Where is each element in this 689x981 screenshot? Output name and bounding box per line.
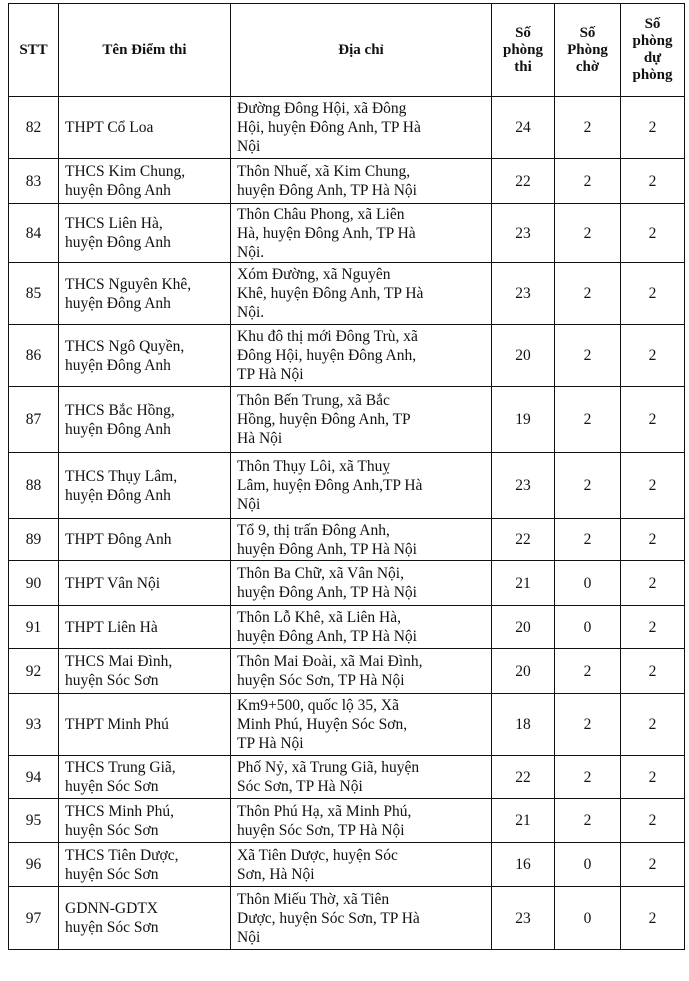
cell-address-line: Minh Phú, Huyện Sóc Sơn, <box>237 716 408 733</box>
cell-address-line: Khê, huyện Đông Anh, TP Hà <box>237 285 424 302</box>
table-row <box>9 561 685 606</box>
cell-waiting-rooms: 2 <box>555 387 621 453</box>
cell-address-line: Xóm Đường, xã Nguyên <box>237 266 391 283</box>
cell-stt: 93 <box>9 694 59 756</box>
cell-waiting-rooms: 2 <box>555 519 621 561</box>
cell-address-line: Sơn, Hà Nội <box>237 865 315 883</box>
cell-venue-name-line: huyện Sóc Sơn <box>65 672 159 689</box>
cell-exam-rooms: 23 <box>492 263 555 325</box>
cell-exam-rooms: 20 <box>492 649 555 694</box>
cell-venue-name <box>59 453 231 519</box>
header-stt: STT <box>9 4 59 97</box>
cell-address <box>231 606 492 649</box>
cell-address-line: Hội, huyện Đông Anh, TP Hà <box>237 119 421 136</box>
cell-venue-name-line: THCS Minh Phú, <box>65 802 174 820</box>
cell-stt: 89 <box>9 519 59 561</box>
table-row <box>9 756 685 799</box>
header-waiting-rooms-line: chờ <box>575 58 600 75</box>
cell-venue-name-line: THCS Tiên Dược, <box>65 846 179 864</box>
cell-exam-rooms: 22 <box>492 519 555 561</box>
exam-venues-table <box>8 3 685 950</box>
cell-venue-name-line: THPT Đông Anh <box>65 531 172 548</box>
cell-address-line: Hồng, huyện Đông Anh, TP <box>237 411 411 428</box>
cell-venue-name <box>59 606 231 649</box>
cell-address <box>231 263 492 325</box>
cell-stt: 90 <box>9 561 59 606</box>
cell-venue-name-line: huyện Đông Anh <box>65 420 171 438</box>
cell-venue-name-line: THCS Mai Đình, <box>65 653 173 670</box>
cell-address-line: huyện Đông Anh, TP Hà Nội <box>237 584 417 601</box>
cell-venue-name <box>59 799 231 843</box>
cell-waiting-rooms: 2 <box>555 694 621 756</box>
cell-stt: 88 <box>9 453 59 519</box>
cell-address <box>231 159 492 204</box>
cell-address-line: Đường Đông Hội, xã Đông <box>237 100 407 117</box>
cell-waiting-rooms: 2 <box>555 97 621 159</box>
cell-address-line: Thôn Mai Đoài, xã Mai Đình, <box>237 653 423 670</box>
cell-address-line: huyện Sóc Sơn, TP Hà Nội <box>237 821 405 839</box>
cell-address-line: Tổ 9, thị trấn Đông Anh, <box>237 521 390 539</box>
cell-venue-name-line: huyện Sóc Sơn <box>65 865 159 883</box>
header-waiting-rooms <box>555 4 621 97</box>
header-spare-rooms-line: phòng <box>632 67 673 83</box>
table-row <box>9 694 685 756</box>
cell-waiting-rooms: 2 <box>555 204 621 263</box>
cell-exam-rooms: 21 <box>492 799 555 843</box>
cell-venue-name-line: THCS Bắc Hồng, <box>65 401 175 419</box>
cell-spare-rooms: 2 <box>621 97 685 159</box>
cell-exam-rooms: 23 <box>492 453 555 519</box>
cell-venue-name-line: THCS Nguyên Khê, <box>65 275 192 293</box>
cell-venue-name-line: THPT Minh Phú <box>65 716 169 733</box>
cell-venue-name <box>59 649 231 694</box>
table-row <box>9 387 685 453</box>
cell-address-line: Thôn Châu Phong, xã Liên <box>237 205 405 223</box>
cell-address-line: Lâm, huyện Đông Anh,TP Hà <box>237 477 423 494</box>
cell-address-line: Hà, huyện Đông Anh, TP Hà <box>237 224 416 242</box>
cell-spare-rooms: 2 <box>621 887 685 950</box>
cell-spare-rooms: 2 <box>621 561 685 606</box>
cell-address-line: Khu đô thị mới Đông Trù, xã <box>237 328 418 345</box>
cell-stt: 95 <box>9 799 59 843</box>
cell-address-line: Thôn Bến Trung, xã Bắc <box>237 392 390 409</box>
cell-address-line: TP Hà Nội <box>237 735 304 752</box>
cell-venue-name-line: huyện Sóc Sơn <box>65 821 159 839</box>
cell-stt: 83 <box>9 159 59 204</box>
cell-spare-rooms: 2 <box>621 325 685 387</box>
cell-address <box>231 694 492 756</box>
cell-waiting-rooms: 2 <box>555 453 621 519</box>
cell-address <box>231 519 492 561</box>
cell-address-line: Xã Tiên Dược, huyện Sóc <box>237 846 398 864</box>
cell-spare-rooms: 2 <box>621 387 685 453</box>
cell-venue-name-line: huyện Sóc Sơn <box>65 919 159 936</box>
header-waiting-rooms-line: Phòng <box>567 41 608 58</box>
table-row <box>9 159 685 204</box>
cell-waiting-rooms: 2 <box>555 756 621 799</box>
table-row <box>9 887 685 950</box>
cell-address-line: Đông Hội, huyện Đông Anh, <box>237 347 417 364</box>
cell-address-line: Dược, huyện Sóc Sơn, TP Hà <box>237 909 420 927</box>
cell-venue-name-line: huyện Đông Anh <box>65 234 171 251</box>
header-spare-rooms-line: Số <box>644 16 661 32</box>
table-body <box>9 97 685 950</box>
cell-spare-rooms: 2 <box>621 263 685 325</box>
cell-stt: 82 <box>9 97 59 159</box>
cell-stt: 96 <box>9 843 59 887</box>
cell-exam-rooms: 19 <box>492 387 555 453</box>
header-spare-rooms-line: dự <box>643 50 662 66</box>
cell-address-line: huyện Sóc Sơn, TP Hà Nội <box>237 672 405 689</box>
cell-address <box>231 204 492 263</box>
cell-venue-name-line: THCS Trung Giã, <box>65 759 176 776</box>
cell-venue-name-line: THCS Liên Hà, <box>65 215 163 232</box>
cell-venue-name <box>59 204 231 263</box>
header-spare-rooms-line: phòng <box>632 33 673 49</box>
cell-waiting-rooms: 0 <box>555 843 621 887</box>
header-exam-rooms <box>492 4 555 97</box>
cell-venue-name-line: huyện Đông Anh <box>65 486 171 504</box>
table-row <box>9 453 685 519</box>
cell-exam-rooms: 24 <box>492 97 555 159</box>
header-venue-name: Tên Điểm thi <box>59 4 231 97</box>
cell-address <box>231 887 492 950</box>
cell-spare-rooms: 2 <box>621 756 685 799</box>
cell-spare-rooms: 2 <box>621 519 685 561</box>
cell-exam-rooms: 18 <box>492 694 555 756</box>
cell-venue-name <box>59 263 231 325</box>
table-row <box>9 843 685 887</box>
cell-venue-name-line: THCS Thụy Lâm, <box>65 467 178 485</box>
cell-venue-name <box>59 887 231 950</box>
cell-spare-rooms: 2 <box>621 694 685 756</box>
cell-venue-name-line: THCS Ngô Quyền, <box>65 337 185 355</box>
cell-spare-rooms: 2 <box>621 159 685 204</box>
cell-waiting-rooms: 0 <box>555 561 621 606</box>
cell-address-line: Thôn Thụy Lôi, xã Thuỵ <box>237 458 391 475</box>
cell-stt: 92 <box>9 649 59 694</box>
cell-venue-name <box>59 97 231 159</box>
cell-stt: 94 <box>9 756 59 799</box>
cell-venue-name-line: huyện Đông Anh <box>65 182 171 199</box>
cell-address-line: Thôn Ba Chữ, xã Vân Nội, <box>237 565 404 582</box>
header-spare-rooms <box>621 4 685 97</box>
header-exam-rooms-line: phòng <box>502 41 544 58</box>
cell-address <box>231 649 492 694</box>
cell-venue-name <box>59 843 231 887</box>
cell-venue-name <box>59 159 231 204</box>
cell-venue-name-line: huyện Đông Anh <box>65 294 171 312</box>
cell-address-line: Nội <box>237 928 261 946</box>
cell-waiting-rooms: 0 <box>555 887 621 950</box>
cell-waiting-rooms: 2 <box>555 159 621 204</box>
table-row <box>9 649 685 694</box>
cell-stt: 84 <box>9 204 59 263</box>
cell-venue-name-line: THPT Cổ Loa <box>65 119 154 136</box>
cell-venue-name-line: huyện Sóc Sơn <box>65 778 159 795</box>
cell-address-line: TP Hà Nội <box>237 366 304 383</box>
cell-waiting-rooms: 2 <box>555 649 621 694</box>
cell-spare-rooms: 2 <box>621 606 685 649</box>
cell-address <box>231 756 492 799</box>
cell-exam-rooms: 20 <box>492 325 555 387</box>
cell-venue-name <box>59 325 231 387</box>
cell-stt: 97 <box>9 887 59 950</box>
cell-address-line: Thôn Lỗ Khê, xã Liên Hà, <box>237 609 401 626</box>
cell-address-line: Phố Nỷ, xã Trung Giã, huyện <box>237 759 420 776</box>
cell-spare-rooms: 2 <box>621 204 685 263</box>
cell-spare-rooms: 2 <box>621 799 685 843</box>
table-row <box>9 204 685 263</box>
cell-address <box>231 561 492 606</box>
cell-address <box>231 843 492 887</box>
cell-address-line: huyện Đông Anh, TP Hà Nội <box>237 540 417 558</box>
cell-stt: 91 <box>9 606 59 649</box>
cell-address-line: Thôn Miếu Thờ, xã Tiên <box>237 890 390 908</box>
cell-stt: 86 <box>9 325 59 387</box>
cell-address-line: huyện Đông Anh, TP Hà Nội <box>237 182 417 199</box>
header-waiting-rooms-line: Số <box>579 24 596 41</box>
cell-waiting-rooms: 2 <box>555 799 621 843</box>
table-row <box>9 799 685 843</box>
cell-waiting-rooms: 0 <box>555 606 621 649</box>
cell-address-line: Nội. <box>237 304 265 321</box>
cell-spare-rooms: 2 <box>621 843 685 887</box>
cell-venue-name <box>59 694 231 756</box>
cell-venue-name-line: huyện Đông Anh <box>65 356 171 374</box>
header-exam-rooms-line: thi <box>514 58 532 75</box>
cell-exam-rooms: 21 <box>492 561 555 606</box>
cell-address-line: huyện Đông Anh, TP Hà Nội <box>237 628 417 645</box>
cell-spare-rooms: 2 <box>621 453 685 519</box>
cell-address-line: Thôn Phú Hạ, xã Minh Phú, <box>237 802 412 820</box>
cell-waiting-rooms: 2 <box>555 325 621 387</box>
cell-exam-rooms: 22 <box>492 159 555 204</box>
cell-address <box>231 453 492 519</box>
cell-address-line: Hà Nội <box>237 430 283 447</box>
header-exam-rooms-line: Số <box>515 24 531 41</box>
table-row <box>9 263 685 325</box>
cell-address-line: Nội <box>237 496 261 513</box>
cell-venue-name-line: THPT Liên Hà <box>65 618 158 636</box>
table-header-row <box>9 4 685 97</box>
cell-waiting-rooms: 2 <box>555 263 621 325</box>
cell-venue-name-line: THCS Kim Chung, <box>65 163 186 180</box>
cell-address-line: Thôn Nhuế, xã Kim Chung, <box>237 163 411 180</box>
cell-venue-name-line: GDNN-GDTX <box>65 900 158 917</box>
cell-exam-rooms: 20 <box>492 606 555 649</box>
cell-address-line: Km9+500, quốc lộ 35, Xã <box>237 697 400 714</box>
cell-venue-name <box>59 519 231 561</box>
table-row <box>9 97 685 159</box>
cell-exam-rooms: 23 <box>492 887 555 950</box>
header-address: Địa chỉ <box>231 4 492 97</box>
cell-address-line: Sóc Sơn, TP Hà Nội <box>237 778 363 795</box>
cell-exam-rooms: 23 <box>492 204 555 263</box>
cell-address-line: Nội <box>237 138 261 155</box>
cell-venue-name <box>59 387 231 453</box>
table-row <box>9 606 685 649</box>
cell-address <box>231 799 492 843</box>
cell-exam-rooms: 22 <box>492 756 555 799</box>
cell-stt: 85 <box>9 263 59 325</box>
cell-address-line: Nội. <box>237 243 265 261</box>
cell-venue-name <box>59 561 231 606</box>
cell-stt: 87 <box>9 387 59 453</box>
cell-address <box>231 387 492 453</box>
cell-exam-rooms: 16 <box>492 843 555 887</box>
cell-venue-name <box>59 756 231 799</box>
cell-spare-rooms: 2 <box>621 649 685 694</box>
table-row <box>9 519 685 561</box>
cell-address <box>231 325 492 387</box>
cell-venue-name-line: THPT Vân Nội <box>65 574 161 592</box>
table-row <box>9 325 685 387</box>
cell-address <box>231 97 492 159</box>
